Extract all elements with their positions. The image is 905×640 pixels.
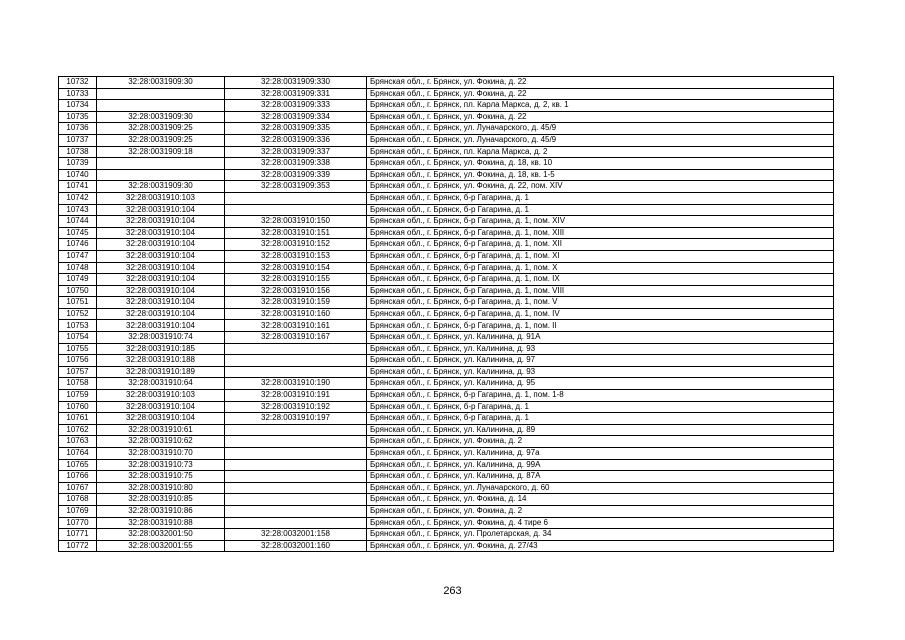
row-number-cell: 10736 bbox=[59, 123, 97, 135]
object-number-cell bbox=[225, 192, 367, 204]
row-number-cell: 10738 bbox=[59, 146, 97, 158]
table-row bbox=[59, 517, 834, 529]
table-row bbox=[59, 424, 834, 436]
object-number-cell: 32:28:0031910:153 bbox=[225, 250, 367, 262]
table-row bbox=[59, 436, 834, 448]
parcel-number-cell bbox=[97, 158, 225, 170]
table-row bbox=[59, 146, 834, 158]
parcel-number-cell: 32:28:0031910:75 bbox=[97, 471, 225, 483]
parcel-number-cell bbox=[97, 88, 225, 100]
row-number-cell: 10768 bbox=[59, 494, 97, 506]
object-number-cell bbox=[225, 343, 367, 355]
row-number-cell: 10732 bbox=[59, 77, 97, 89]
row-number-cell: 10734 bbox=[59, 100, 97, 112]
parcel-number-cell: 32:28:0031910:85 bbox=[97, 494, 225, 506]
object-number-cell: 32:28:0031909:334 bbox=[225, 111, 367, 123]
table-row bbox=[59, 540, 834, 552]
object-number-cell: 32:28:0031910:151 bbox=[225, 227, 367, 239]
parcel-number-cell: 32:28:0031909:30 bbox=[97, 77, 225, 89]
row-number-cell: 10772 bbox=[59, 540, 97, 552]
parcel-number-cell: 32:28:0031910:104 bbox=[97, 320, 225, 332]
row-number-cell: 10765 bbox=[59, 459, 97, 471]
row-number-cell: 10766 bbox=[59, 471, 97, 483]
parcel-number-cell: 32:28:0031910:104 bbox=[97, 216, 225, 228]
parcel-number-cell: 32:28:0031910:80 bbox=[97, 482, 225, 494]
parcel-number-cell: 32:28:0031910:74 bbox=[97, 332, 225, 344]
parcel-number-cell: 32:28:0031910:73 bbox=[97, 459, 225, 471]
object-number-cell bbox=[225, 494, 367, 506]
table-row bbox=[59, 505, 834, 517]
table-row bbox=[59, 111, 834, 123]
parcel-number-cell: 32:28:0031909:18 bbox=[97, 146, 225, 158]
row-number-cell: 10760 bbox=[59, 401, 97, 413]
address-cell: Брянская обл., г. Брянск, ул. Фокина, д. 4 тире 6 bbox=[367, 517, 834, 529]
table-row bbox=[59, 308, 834, 320]
address-cell: Брянская обл., г. Брянск, б-р Гагарина, д. 1 bbox=[367, 401, 834, 413]
parcel-number-cell: 32:28:0031910:70 bbox=[97, 448, 225, 460]
object-number-cell: 32:28:0031910:150 bbox=[225, 216, 367, 228]
address-cell: Брянская обл., г. Брянск, б-р Гагарина, д. 1, пом. II bbox=[367, 320, 834, 332]
object-number-cell bbox=[225, 366, 367, 378]
parcel-number-cell: 32:28:0031909:30 bbox=[97, 111, 225, 123]
parcel-number-cell: 32:28:0031910:103 bbox=[97, 390, 225, 402]
address-cell: Брянская обл., г. Брянск, б-р Гагарина, д. 1, пом. VIII bbox=[367, 285, 834, 297]
parcel-number-cell: 32:28:0031910:104 bbox=[97, 262, 225, 274]
object-number-cell: 32:28:0031909:353 bbox=[225, 181, 367, 193]
address-cell: Брянская обл., г. Брянск, ул. Фокина, д. 2 bbox=[367, 436, 834, 448]
address-cell: Брянская обл., г. Брянск, ул. Фокина, д. 14 bbox=[367, 494, 834, 506]
table-row bbox=[59, 100, 834, 112]
parcel-number-cell: 32:28:0031910:185 bbox=[97, 343, 225, 355]
object-number-cell: 32:28:0031909:335 bbox=[225, 123, 367, 135]
row-number-cell: 10744 bbox=[59, 216, 97, 228]
object-number-cell: 32:28:0032001:160 bbox=[225, 540, 367, 552]
object-number-cell: 32:28:0031909:336 bbox=[225, 134, 367, 146]
address-cell: Брянская обл., г. Брянск, ул. Калинина, д. 97а bbox=[367, 448, 834, 460]
row-number-cell: 10737 bbox=[59, 134, 97, 146]
table-row bbox=[59, 123, 834, 135]
object-number-cell: 32:28:0031910:160 bbox=[225, 308, 367, 320]
registry-table bbox=[58, 76, 834, 552]
parcel-number-cell bbox=[97, 169, 225, 181]
table-row bbox=[59, 297, 834, 309]
row-number-cell: 10756 bbox=[59, 355, 97, 367]
object-number-cell bbox=[225, 204, 367, 216]
table-row bbox=[59, 390, 834, 402]
parcel-number-cell: 32:28:0031910:104 bbox=[97, 227, 225, 239]
parcel-number-cell: 32:28:0031910:104 bbox=[97, 297, 225, 309]
registry-body bbox=[59, 77, 834, 552]
object-number-cell: 32:28:0031909:337 bbox=[225, 146, 367, 158]
parcel-number-cell: 32:28:0031910:104 bbox=[97, 413, 225, 425]
address-cell: Брянская обл., г. Брянск, ул. Калинина, д. 95 bbox=[367, 378, 834, 390]
parcel-number-cell: 32:28:0031910:86 bbox=[97, 505, 225, 517]
table-row bbox=[59, 320, 834, 332]
object-number-cell: 32:28:0031910:156 bbox=[225, 285, 367, 297]
table-row bbox=[59, 471, 834, 483]
object-number-cell bbox=[225, 517, 367, 529]
object-number-cell: 32:28:0031910:167 bbox=[225, 332, 367, 344]
row-number-cell: 10764 bbox=[59, 448, 97, 460]
object-number-cell: 32:28:0031910:159 bbox=[225, 297, 367, 309]
address-cell: Брянская обл., г. Брянск, б-р Гагарина, д. 1 bbox=[367, 413, 834, 425]
address-cell: Брянская обл., г. Брянск, ул. Калинина, д. 93 bbox=[367, 366, 834, 378]
table-row bbox=[59, 413, 834, 425]
address-cell: Брянская обл., г. Брянск, ул. Фокина, д. 22, пом. XIV bbox=[367, 181, 834, 193]
table-row bbox=[59, 355, 834, 367]
parcel-number-cell bbox=[97, 100, 225, 112]
address-cell: Брянская обл., г. Брянск, ул. Пролетарская, д. 34 bbox=[367, 529, 834, 541]
table-row bbox=[59, 227, 834, 239]
object-number-cell: 32:28:0031910:190 bbox=[225, 378, 367, 390]
row-number-cell: 10758 bbox=[59, 378, 97, 390]
parcel-number-cell: 32:28:0031910:104 bbox=[97, 239, 225, 251]
parcel-number-cell: 32:28:0031910:104 bbox=[97, 308, 225, 320]
row-number-cell: 10755 bbox=[59, 343, 97, 355]
table-row bbox=[59, 494, 834, 506]
address-cell: Брянская обл., г. Брянск, ул. Фокина, д. 18, кв. 10 bbox=[367, 158, 834, 170]
address-cell: Брянская обл., г. Брянск, ул. Калинина, д. 93 bbox=[367, 343, 834, 355]
parcel-number-cell: 32:28:0032001:50 bbox=[97, 529, 225, 541]
object-number-cell: 32:28:0031910:155 bbox=[225, 274, 367, 286]
object-number-cell: 32:28:0031910:154 bbox=[225, 262, 367, 274]
object-number-cell bbox=[225, 459, 367, 471]
address-cell: Брянская обл., г. Брянск, пл. Карла Маркса, д. 2 bbox=[367, 146, 834, 158]
object-number-cell: 32:28:0031909:331 bbox=[225, 88, 367, 100]
page-number: 263 bbox=[443, 585, 462, 597]
parcel-number-cell: 32:28:0031909:25 bbox=[97, 134, 225, 146]
row-number-cell: 10750 bbox=[59, 285, 97, 297]
address-cell: Брянская обл., г. Брянск, ул. Калинина, д. 89 bbox=[367, 424, 834, 436]
parcel-number-cell: 32:28:0031910:188 bbox=[97, 355, 225, 367]
table-row bbox=[59, 88, 834, 100]
parcel-number-cell: 32:28:0031909:30 bbox=[97, 181, 225, 193]
object-number-cell bbox=[225, 448, 367, 460]
table-row bbox=[59, 332, 834, 344]
address-cell: Брянская обл., г. Брянск, ул. Фокина, д. 18, кв. 1-5 bbox=[367, 169, 834, 181]
parcel-number-cell: 32:28:0031910:61 bbox=[97, 424, 225, 436]
address-cell: Брянская обл., г. Брянск, ул. Калинина, д. 97 bbox=[367, 355, 834, 367]
table-row bbox=[59, 285, 834, 297]
address-cell: Брянская обл., г. Брянск, пл. Карла Маркса, д. 2, кв. 1 bbox=[367, 100, 834, 112]
parcel-number-cell: 32:28:0031909:25 bbox=[97, 123, 225, 135]
address-cell: Брянская обл., г. Брянск, б-р Гагарина, д. 1, пом. IV bbox=[367, 308, 834, 320]
table-row bbox=[59, 401, 834, 413]
object-number-cell: 32:28:0032001:158 bbox=[225, 529, 367, 541]
table-row bbox=[59, 343, 834, 355]
row-number-cell: 10757 bbox=[59, 366, 97, 378]
table-row bbox=[59, 216, 834, 228]
table-row bbox=[59, 262, 834, 274]
row-number-cell: 10743 bbox=[59, 204, 97, 216]
address-cell: Брянская обл., г. Брянск, б-р Гагарина, д. 1, пом. X bbox=[367, 262, 834, 274]
row-number-cell: 10761 bbox=[59, 413, 97, 425]
row-number-cell: 10745 bbox=[59, 227, 97, 239]
address-cell: Брянская обл., г. Брянск, ул. Калинина, д. 87А bbox=[367, 471, 834, 483]
object-number-cell: 32:28:0031910:191 bbox=[225, 390, 367, 402]
object-number-cell bbox=[225, 424, 367, 436]
address-cell: Брянская обл., г. Брянск, б-р Гагарина, д. 1, пом. XII bbox=[367, 239, 834, 251]
parcel-number-cell: 32:28:0031910:104 bbox=[97, 401, 225, 413]
row-number-cell: 10753 bbox=[59, 320, 97, 332]
object-number-cell bbox=[225, 471, 367, 483]
address-cell: Брянская обл., г. Брянск, б-р Гагарина, д. 1, пом. 1-8 bbox=[367, 390, 834, 402]
row-number-cell: 10749 bbox=[59, 274, 97, 286]
parcel-number-cell: 32:28:0031910:103 bbox=[97, 192, 225, 204]
row-number-cell: 10771 bbox=[59, 529, 97, 541]
address-cell: Брянская обл., г. Брянск, ул. Калинина, д. 91А bbox=[367, 332, 834, 344]
object-number-cell: 32:28:0031910:161 bbox=[225, 320, 367, 332]
table-row bbox=[59, 134, 834, 146]
table-row bbox=[59, 250, 834, 262]
parcel-number-cell: 32:28:0031910:189 bbox=[97, 366, 225, 378]
parcel-number-cell: 32:28:0031910:64 bbox=[97, 378, 225, 390]
row-number-cell: 10747 bbox=[59, 250, 97, 262]
object-number-cell: 32:28:0031910:152 bbox=[225, 239, 367, 251]
object-number-cell bbox=[225, 355, 367, 367]
object-number-cell bbox=[225, 436, 367, 448]
address-cell: Брянская обл., г. Брянск, ул. Фокина, д. 2 bbox=[367, 505, 834, 517]
address-cell: Брянская обл., г. Брянск, ул. Луначарского, д. 45/9 bbox=[367, 123, 834, 135]
table-row bbox=[59, 448, 834, 460]
address-cell: Брянская обл., г. Брянск, б-р Гагарина, д. 1, пом. XI bbox=[367, 250, 834, 262]
table-row bbox=[59, 482, 834, 494]
parcel-number-cell: 32:28:0031910:104 bbox=[97, 250, 225, 262]
address-cell: Брянская обл., г. Брянск, б-р Гагарина, д. 1 bbox=[367, 192, 834, 204]
address-cell: Брянская обл., г. Брянск, ул. Калинина, д. 99А bbox=[367, 459, 834, 471]
object-number-cell: 32:28:0031909:330 bbox=[225, 77, 367, 89]
address-cell: Брянская обл., г. Брянск, ул. Луначарского, д. 45/9 bbox=[367, 134, 834, 146]
table-row bbox=[59, 158, 834, 170]
address-cell: Брянская обл., г. Брянск, б-р Гагарина, д. 1, пом. V bbox=[367, 297, 834, 309]
object-number-cell bbox=[225, 505, 367, 517]
table-row bbox=[59, 192, 834, 204]
address-cell: Брянская обл., г. Брянск, б-р Гагарина, д. 1, пом. IX bbox=[367, 274, 834, 286]
table-row bbox=[59, 239, 834, 251]
address-cell: Брянская обл., г. Брянск, б-р Гагарина, д. 1 bbox=[367, 204, 834, 216]
object-number-cell: 32:28:0031909:338 bbox=[225, 158, 367, 170]
row-number-cell: 10769 bbox=[59, 505, 97, 517]
object-number-cell: 32:28:0031909:339 bbox=[225, 169, 367, 181]
row-number-cell: 10733 bbox=[59, 88, 97, 100]
row-number-cell: 10752 bbox=[59, 308, 97, 320]
table-row bbox=[59, 274, 834, 286]
table-row bbox=[59, 378, 834, 390]
object-number-cell: 32:28:0031910:192 bbox=[225, 401, 367, 413]
address-cell: Брянская обл., г. Брянск, ул. Фокина, д. 22 bbox=[367, 111, 834, 123]
row-number-cell: 10770 bbox=[59, 517, 97, 529]
parcel-number-cell: 32:28:0031910:104 bbox=[97, 285, 225, 297]
row-number-cell: 10746 bbox=[59, 239, 97, 251]
parcel-number-cell: 32:28:0031910:104 bbox=[97, 274, 225, 286]
object-number-cell: 32:28:0031910:197 bbox=[225, 413, 367, 425]
parcel-number-cell: 32:28:0032001:55 bbox=[97, 540, 225, 552]
address-cell: Брянская обл., г. Брянск, б-р Гагарина, д. 1, пом. XIII bbox=[367, 227, 834, 239]
row-number-cell: 10759 bbox=[59, 390, 97, 402]
row-number-cell: 10742 bbox=[59, 192, 97, 204]
table-row bbox=[59, 181, 834, 193]
row-number-cell: 10735 bbox=[59, 111, 97, 123]
row-number-cell: 10748 bbox=[59, 262, 97, 274]
row-number-cell: 10767 bbox=[59, 482, 97, 494]
address-cell: Брянская обл., г. Брянск, ул. Фокина, д. 22 bbox=[367, 77, 834, 89]
object-number-cell: 32:28:0031909:333 bbox=[225, 100, 367, 112]
table-row bbox=[59, 169, 834, 181]
address-cell: Брянская обл., г. Брянск, б-р Гагарина, д. 1, пом. XIV bbox=[367, 216, 834, 228]
address-cell: Брянская обл., г. Брянск, ул. Фокина, д. 22 bbox=[367, 88, 834, 100]
row-number-cell: 10740 bbox=[59, 169, 97, 181]
address-cell: Брянская обл., г. Брянск, ул. Фокина, д. 27/43 bbox=[367, 540, 834, 552]
parcel-number-cell: 32:28:0031910:88 bbox=[97, 517, 225, 529]
parcel-number-cell: 32:28:0031910:62 bbox=[97, 436, 225, 448]
row-number-cell: 10754 bbox=[59, 332, 97, 344]
table-row bbox=[59, 529, 834, 541]
row-number-cell: 10739 bbox=[59, 158, 97, 170]
object-number-cell bbox=[225, 482, 367, 494]
address-cell: Брянская обл., г. Брянск, ул. Луначарского, д. 60 bbox=[367, 482, 834, 494]
row-number-cell: 10763 bbox=[59, 436, 97, 448]
row-number-cell: 10741 bbox=[59, 181, 97, 193]
table-row bbox=[59, 77, 834, 89]
row-number-cell: 10762 bbox=[59, 424, 97, 436]
row-number-cell: 10751 bbox=[59, 297, 97, 309]
table-row bbox=[59, 366, 834, 378]
parcel-number-cell: 32:28:0031910:104 bbox=[97, 204, 225, 216]
table-row bbox=[59, 204, 834, 216]
table-row bbox=[59, 459, 834, 471]
